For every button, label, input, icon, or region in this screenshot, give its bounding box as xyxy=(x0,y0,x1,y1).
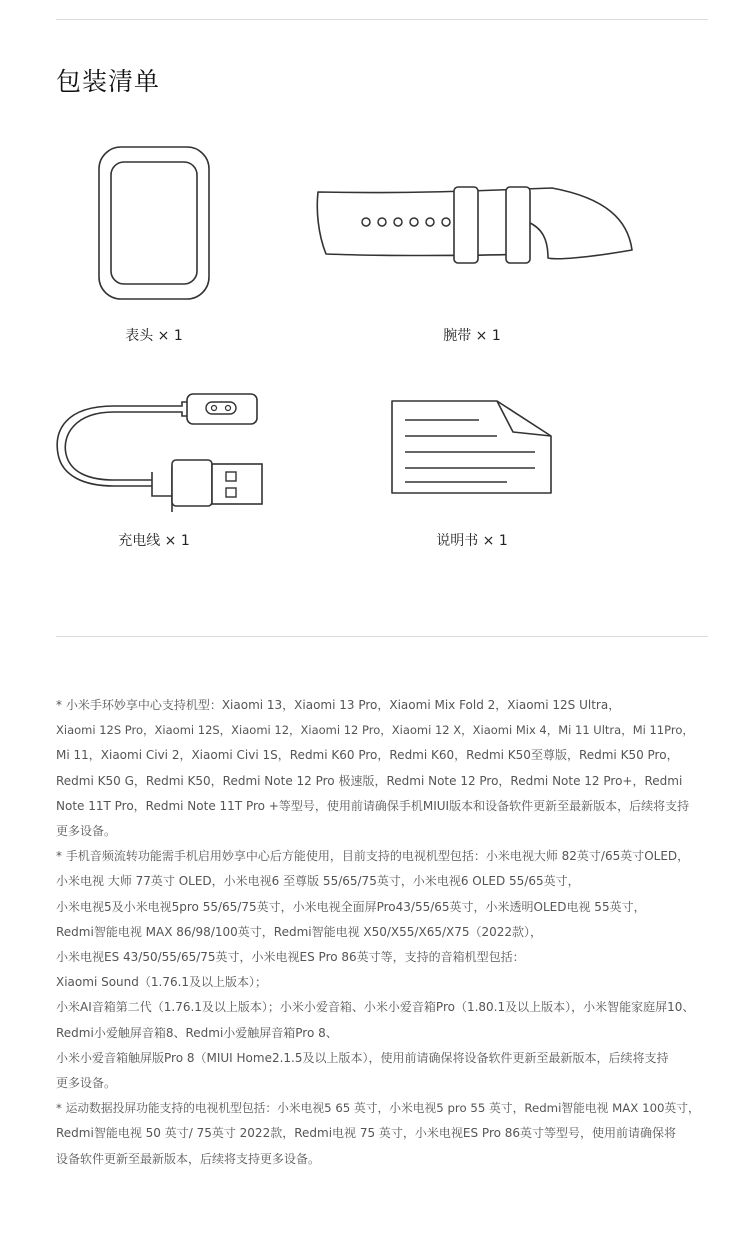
note-line: Redmi智能电视 MAX 86/98/100英寸，Redmi智能电视 X50/X55/X65/X75（2022款）， xyxy=(56,924,543,939)
note-line: * 手机音频流转功能需手机启用妙享中心后方能使用，目前支持的电视机型包括：小米电视大师 82英寸/65英寸OLED， xyxy=(56,849,690,864)
top-divider xyxy=(56,19,708,20)
footnotes xyxy=(56,693,706,1172)
item-name: 充电线 xyxy=(118,533,161,549)
note-line: 小米电视 大师 77英寸 OLED，小米电视6 至尊版 55/65/75英寸，小米电视6 OLED 55/65英寸， xyxy=(56,874,580,889)
note-line: Redmi智能电视 50 英寸/ 75英寸 2022款，Redmi电视 75 英寸，小米电视ES Pro 86英寸等型号，使用前请确保将 xyxy=(56,1126,677,1141)
note-line: 设备软件更新至最新版本，后续将支持更多设备。 xyxy=(56,1151,321,1166)
wristband-icon xyxy=(316,184,636,266)
note-line: Mi 11，Xiaomi Civi 2，Xiaomi Civi 1S，Redmi K60 Pro，Redmi K60，Redmi K50至尊版，Redmi K50 Pro， xyxy=(56,748,679,763)
item-caption-manual xyxy=(424,530,520,550)
page-title: 包装清单 xyxy=(56,67,161,96)
note-line: Redmi K50 G，Redmi K50，Redmi Note 12 Pro 极速版，Redmi Note 12 Pro，Redmi Note 12 Pro+，Redmi xyxy=(56,773,683,788)
section-divider xyxy=(56,636,708,637)
item-name: 表头 xyxy=(125,328,154,344)
charging-cable-icon xyxy=(54,392,266,512)
note-line: Xiaomi Sound（1.76.1及以上版本）； xyxy=(56,975,268,990)
item-caption-watch-face xyxy=(106,325,202,345)
note-line: 小米电视ES 43/50/55/65/75英寸，小米电视ES Pro 86英寸等，支持的音箱机型包括： xyxy=(56,950,525,965)
watch-face-icon xyxy=(96,144,212,302)
item-caption-wristband xyxy=(424,325,520,345)
note-line: Xiaomi 12S Pro，Xiaomi 12S，Xiaomi 12，Xiaomi 12 Pro，Xiaomi 12 X，Xiaomi Mix 4，Mi 11 Ultra，Mi 11Pro， xyxy=(56,723,694,738)
item-qty: × 1 xyxy=(157,328,183,344)
note-line: 小米电视5及小米电视5pro 55/65/75英寸，小米电视全面屏Pro43/55/65英寸，小米透明OLED电视 55英寸， xyxy=(56,899,646,914)
item-qty: × 1 xyxy=(164,533,190,549)
item-qty: × 1 xyxy=(475,328,501,344)
note-line: * 小米手环妙享中心支持机型：Xiaomi 13，Xiaomi 13 Pro，Xiaomi Mix Fold 2，Xiaomi 12S Ultra， xyxy=(56,698,621,712)
item-caption-charging-cable xyxy=(106,530,202,550)
note-line: Redmi小爱触屏音箱8、Redmi小爱触屏音箱Pro 8、 xyxy=(56,1025,338,1040)
item-name: 腕带 xyxy=(443,328,472,344)
manual-icon xyxy=(389,398,555,496)
note-line: 更多设备。 xyxy=(56,1076,117,1091)
note-line: Note 11T Pro，Redmi Note 11T Pro +等型号，使用前请确保手机MIUI版本和设备软件更新至最新版本，后续将支持 xyxy=(56,798,690,813)
note-line: 小米小爱音箱触屏版Pro 8（MIUI Home2.1.5及以上版本），使用前请确保将设备软件更新至最新版本，后续将支持 xyxy=(56,1050,669,1065)
note-line: 更多设备。 xyxy=(56,824,117,839)
item-name: 说明书 xyxy=(436,533,479,549)
note-line: * 运动数据投屏功能支持的电视机型包括：小米电视5 65 英寸，小米电视5 pro 55 英寸，Redmi智能电视 MAX 100英寸， xyxy=(56,1101,700,1116)
item-qty: × 1 xyxy=(482,533,508,549)
note-line: 小米AI音箱第二代（1.76.1及以上版本）；小米小爱音箱、小米小爱音箱Pro（1.80.1及以上版本），小米智能家庭屏10、 xyxy=(56,1000,695,1015)
